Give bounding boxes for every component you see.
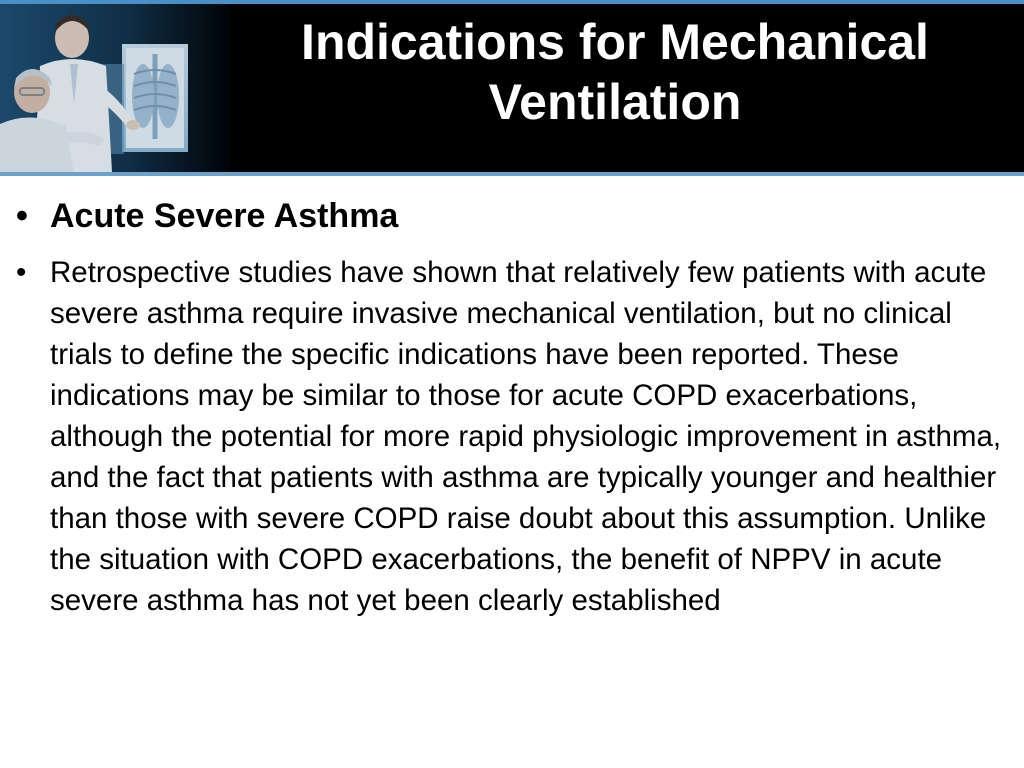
bullet-text: Acute Severe Asthma [50,197,399,235]
title-banner [0,0,1024,176]
bullet-marker: • [16,256,27,289]
slide-title: Indications for Mechanical Ventilation [301,14,929,130]
bullet-item-retrospective-studies [0,252,1024,621]
bullet-list [0,190,1024,621]
clinicians-xray-photo [0,4,230,172]
bullet-item-acute-severe-asthma [0,190,1024,242]
bullet-marker: • [16,197,28,235]
slide-body [0,190,1024,621]
bullet-text: Retrospective studies have shown that relatively few patients with acute severe asthma require invasive mechanical ventilation, but no clinical trials to define the specific indications have been reported. These indications may be similar to those for acute COPD exacerbations, although the potential for more rapid physiologic improvement in asthma, and the fact that patients with asthma are typically younger and healthier than those with severe COPD raise doubt about this assumption. Unlike the situation with COPD exacerbations, the benefit of NPPV in acute severe asthma has not yet been clearly established [50,256,1002,617]
